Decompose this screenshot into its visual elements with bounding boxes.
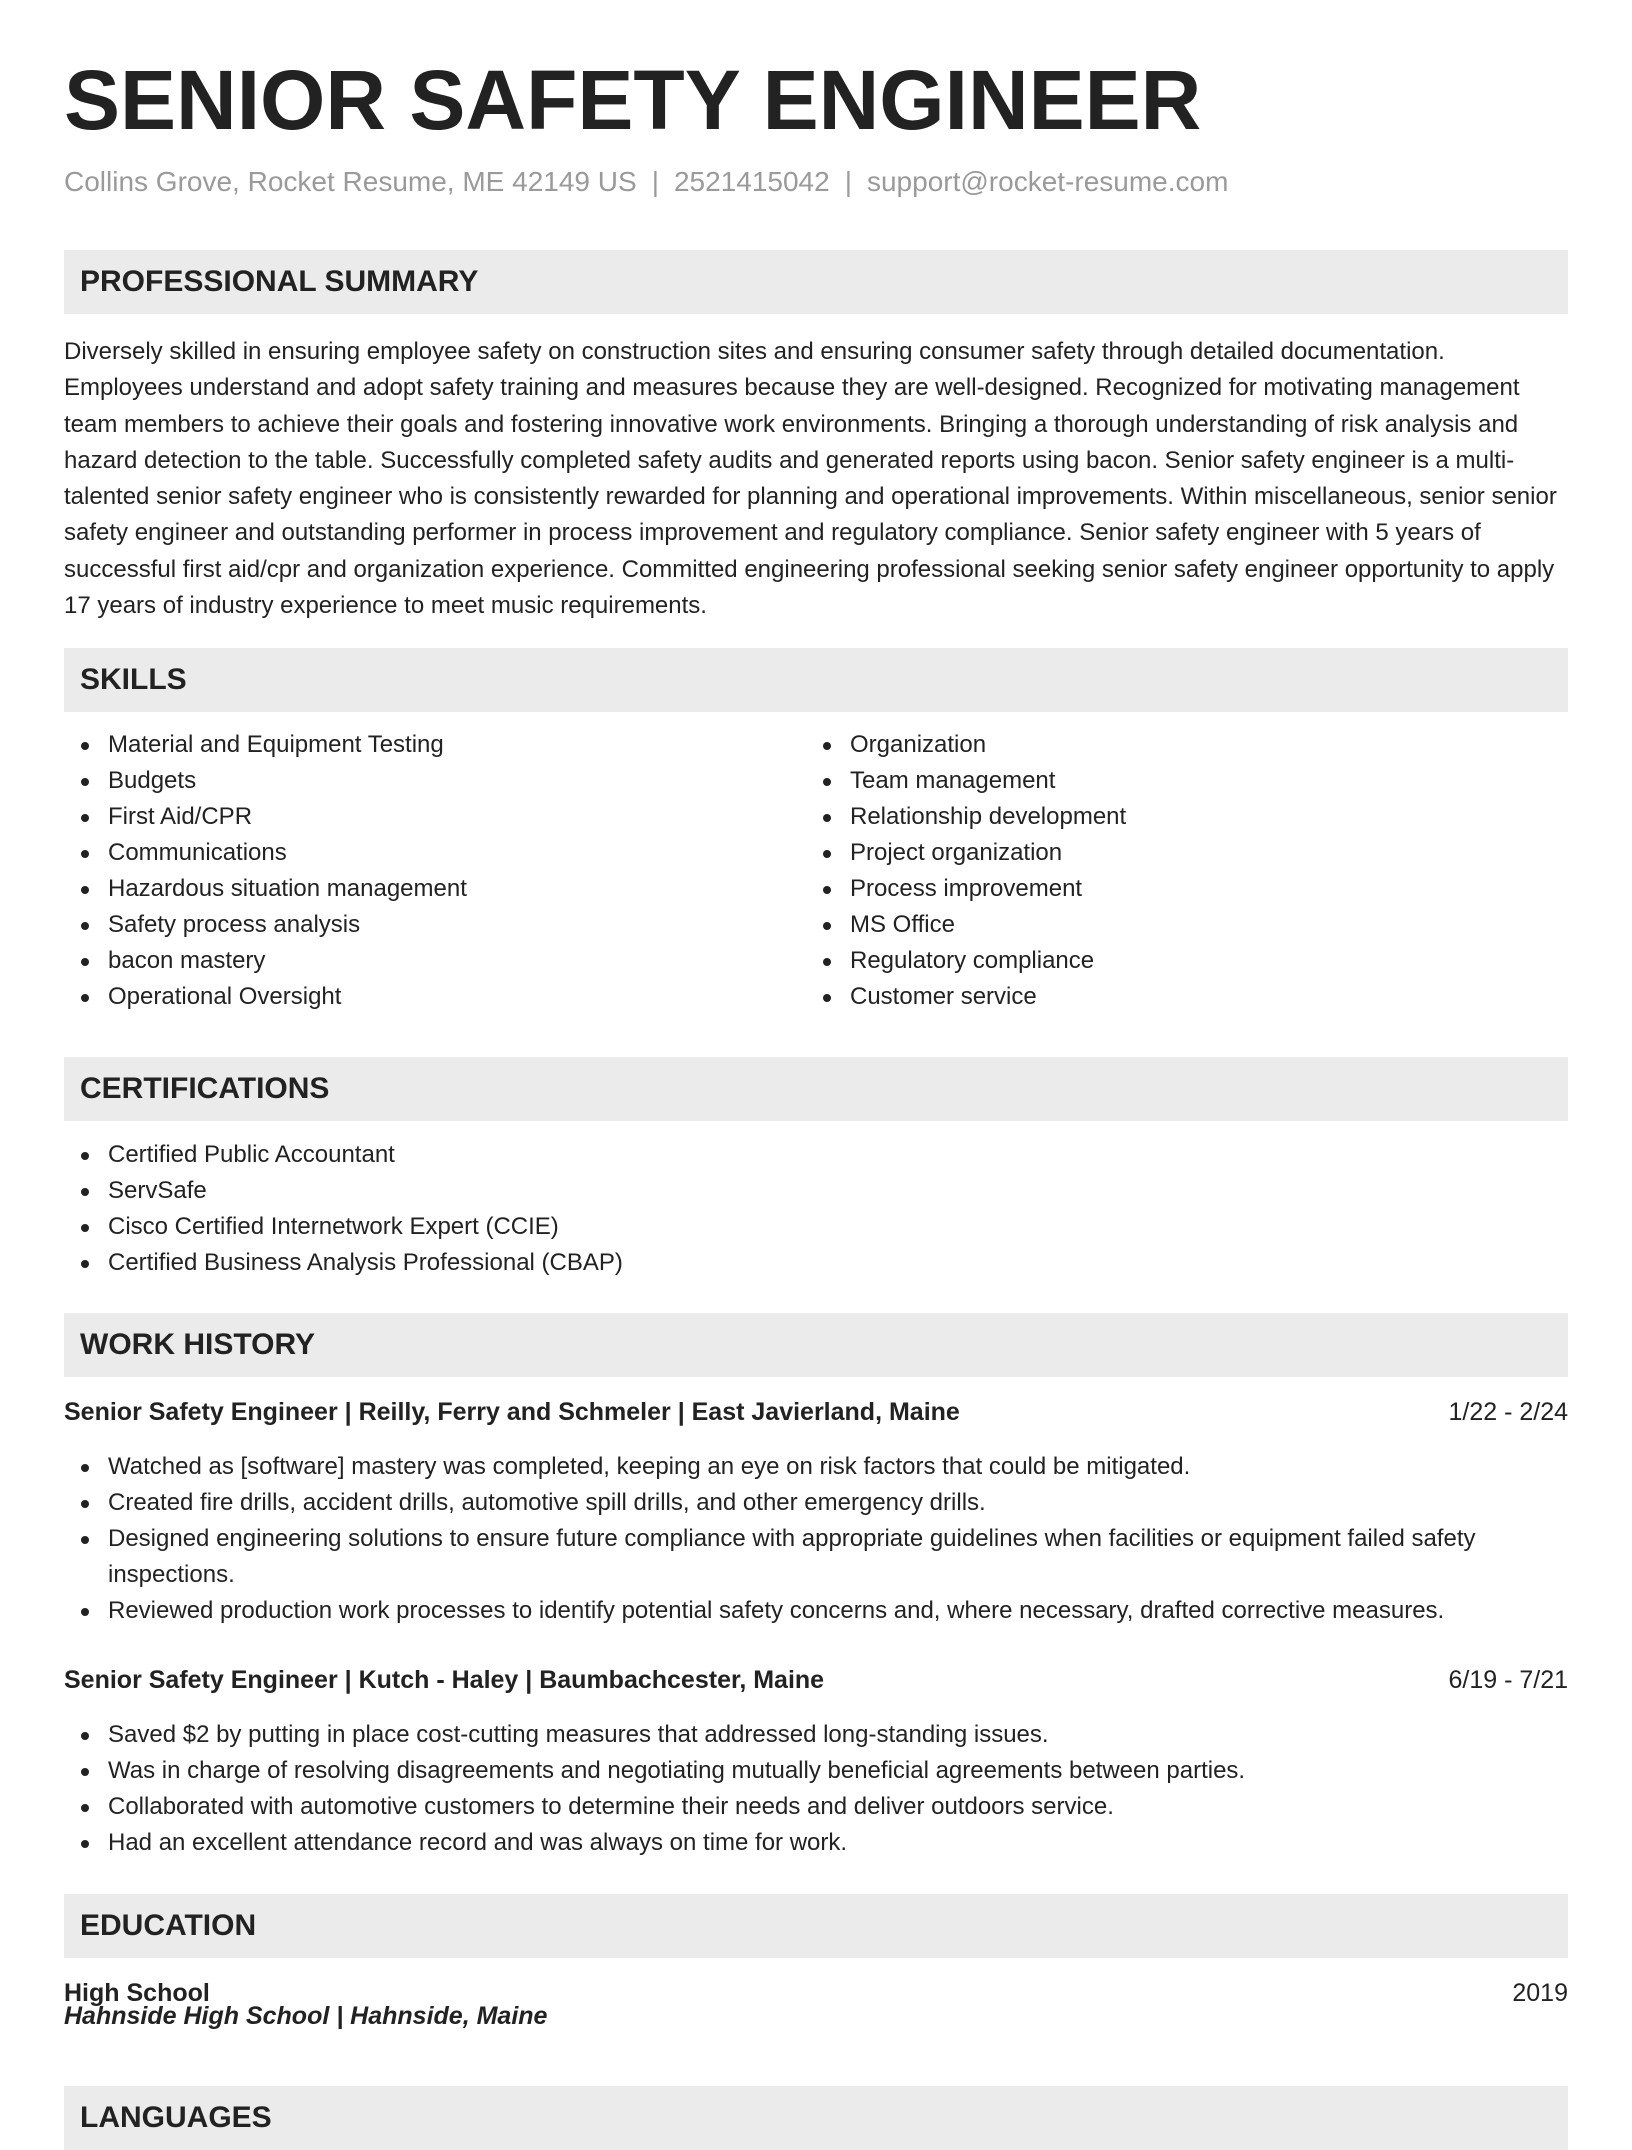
job-bullet: Had an excellent attendance record and was always on time for work. — [64, 1825, 1568, 1861]
contact-separator: | — [844, 166, 852, 197]
section-title: WORK HISTORY — [80, 1328, 316, 1361]
education-degree: High School — [64, 1979, 210, 2007]
skill-item: Project organization — [806, 835, 1546, 871]
job-bullet: Reviewed production work processes to identify potential safety concerns and, where necessary, drafted corrective measures. — [64, 1593, 1568, 1629]
skill-item: Communications — [64, 835, 784, 871]
job-bullet: Watched as [software] mastery was completed, keeping an eye on risk factors that could be mitigated. — [64, 1449, 1568, 1485]
section-header-certifications — [64, 1057, 1568, 1121]
job-dates: 6/19 - 7/21 — [1448, 1666, 1568, 1694]
job-title: Senior Safety Engineer | Kutch - Haley | Baumbachcester, Maine — [64, 1666, 825, 1694]
section-title: PROFESSIONAL SUMMARY — [80, 265, 479, 298]
skill-item: Hazardous situation management — [64, 871, 784, 907]
skill-item: bacon mastery — [64, 943, 784, 979]
skill-item: Team management — [806, 763, 1546, 799]
contact-email[interactable]: support@rocket-resume.com — [866, 166, 1229, 197]
certifications-list — [64, 1137, 1568, 1281]
section-title: CERTIFICATIONS — [80, 1072, 330, 1105]
section-title: LANGUAGES — [80, 2101, 272, 2134]
skill-item: Organization — [806, 727, 1546, 763]
contact-line — [64, 166, 1228, 198]
skill-item: Relationship development — [806, 799, 1546, 835]
contact-phone: 2521415042 — [673, 166, 830, 197]
section-header-languages — [64, 2086, 1568, 2150]
contact-separator: | — [651, 166, 659, 197]
skills-list-right — [806, 727, 1546, 1015]
job-bullet: Created fire drills, accident drills, automotive spill drills, and other emergency drills. — [64, 1485, 1568, 1521]
job-header — [64, 1394, 1568, 1430]
skill-item: Process improvement — [806, 871, 1546, 907]
job-header — [64, 1662, 1568, 1698]
job-dates: 1/22 - 2/24 — [1448, 1398, 1568, 1426]
education-school: Hahnside High School | Hahnside, Maine — [64, 2002, 548, 2030]
skill-item: Budgets — [64, 763, 784, 799]
skill-item: Regulatory compliance — [806, 943, 1546, 979]
resume-name: SENIOR SAFETY ENGINEER — [64, 53, 1202, 147]
skill-item: MS Office — [806, 907, 1546, 943]
skills-list-left — [64, 727, 784, 1015]
job-title: Senior Safety Engineer | Reilly, Ferry and Schmeler | East Javierland, Maine — [64, 1398, 960, 1426]
skill-item: Operational Oversight — [64, 979, 784, 1015]
skill-item: Material and Equipment Testing — [64, 727, 784, 763]
job-bullet: Was in charge of resolving disagreements and negotiating mutually beneficial agreements between parties. — [64, 1753, 1568, 1789]
skill-item: Customer service — [806, 979, 1546, 1015]
section-header-education — [64, 1894, 1568, 1958]
job-bullets — [64, 1449, 1568, 1629]
section-header-work-history — [64, 1313, 1568, 1377]
section-header-summary — [64, 250, 1568, 314]
job-bullet: Designed engineering solutions to ensure future compliance with appropriate guidelines when facilities or equipment failed safety inspections. — [64, 1521, 1568, 1593]
job-bullets — [64, 1717, 1568, 1861]
job-bullet: Saved $2 by putting in place cost-cutting measures that addressed long-standing issues. — [64, 1717, 1568, 1753]
skill-item: First Aid/CPR — [64, 799, 784, 835]
contact-address: Collins Grove, Rocket Resume, ME 42149 US — [64, 166, 637, 197]
certification-item: Certified Business Analysis Professional (CBAP) — [64, 1245, 1568, 1281]
skill-item: Safety process analysis — [64, 907, 784, 943]
certification-item: ServSafe — [64, 1173, 1568, 1209]
section-header-skills — [64, 648, 1568, 712]
section-title: SKILLS — [80, 663, 187, 696]
certification-item: Cisco Certified Internetwork Expert (CCIE) — [64, 1209, 1568, 1245]
section-title: EDUCATION — [80, 1909, 257, 1942]
job-bullet: Collaborated with automotive customers to determine their needs and deliver outdoors service. — [64, 1789, 1568, 1825]
education-year: 2019 — [1512, 1979, 1568, 2007]
summary-text: Diversely skilled in ensuring employee safety on construction sites and ensuring consumer safety through detailed documentation. Employees understand and adopt safety training and measures because they are well-designed. Recognized for motivating management team members to achieve their goals and fostering innovative work environments. Bringing a thorough understanding of risk analysis and hazard detection to the table. Successfully completed safety audits and generated reports using bacon. Senior safety engineer is a multi-talented senior safety engineer who is consistently rewarded for planning and operational improvements. Within miscellaneous, senior senior safety engineer and outstanding performer in process improvement and regulatory compliance. Senior safety engineer with 5 years of successful first aid/cpr and organization experience. Committed engineering professional seeking senior safety engineer opportunity to apply 17 years of industry experience to meet music requirements. — [64, 338, 1557, 620]
certification-item: Certified Public Accountant — [64, 1137, 1568, 1173]
